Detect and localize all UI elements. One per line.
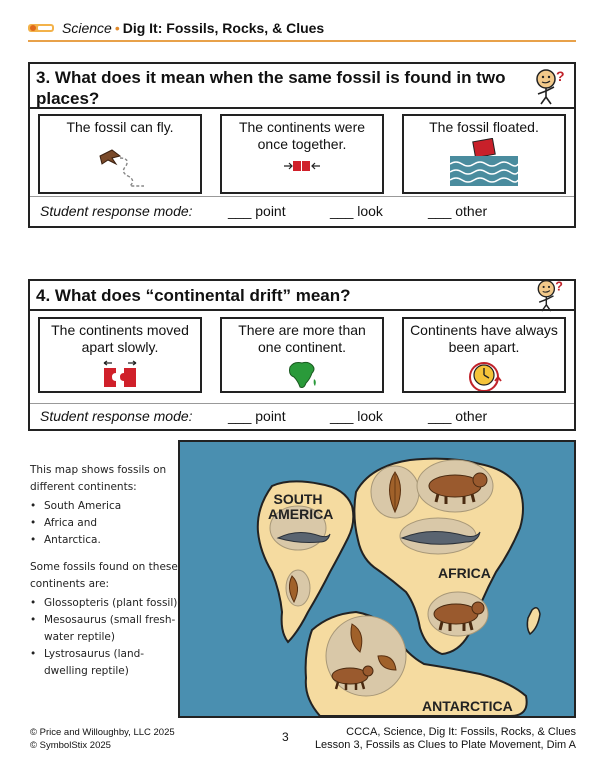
header-separator: • bbox=[114, 20, 120, 36]
response-option-point[interactable]: ___ point bbox=[228, 203, 286, 219]
question-3-header bbox=[30, 64, 574, 109]
answer-card[interactable] bbox=[38, 114, 202, 194]
continent-icon bbox=[284, 359, 320, 391]
header-text bbox=[62, 20, 324, 36]
header-title: Dig It: Fossils, Rocks, & Clues bbox=[122, 20, 325, 36]
notes-intro: This map shows fossils on different continents: bbox=[30, 464, 167, 493]
question-3-answers bbox=[30, 109, 574, 197]
answer-card[interactable] bbox=[402, 317, 566, 393]
list-item: • Glossopteris (plant fossil) bbox=[30, 595, 180, 612]
response-mode-row bbox=[30, 403, 574, 429]
floating-block-icon bbox=[444, 138, 524, 192]
answer-card[interactable] bbox=[402, 114, 566, 194]
svg-text:?: ? bbox=[555, 279, 563, 294]
list-item: • Mesosaurus (small fresh-water reptile) bbox=[30, 612, 180, 646]
question-4-header bbox=[30, 281, 574, 311]
continent-list bbox=[30, 498, 180, 549]
response-option-look[interactable]: ___ look bbox=[330, 203, 383, 219]
thinking-person-icon bbox=[532, 67, 566, 105]
response-mode-label: Student response mode: bbox=[40, 408, 193, 424]
blocks-together-icon bbox=[282, 156, 322, 176]
label-antarctica: ANTARCTICA bbox=[422, 698, 513, 714]
question-4-panel bbox=[28, 279, 576, 431]
fossil-map bbox=[178, 440, 576, 718]
question-3-panel bbox=[28, 62, 576, 228]
response-option-other[interactable]: ___ other bbox=[428, 203, 488, 219]
answer-text: The fossil can fly. bbox=[66, 119, 174, 135]
list-item: • South America bbox=[30, 498, 180, 515]
label-south-america: SOUTH AMERICA bbox=[268, 491, 334, 522]
answer-text: Continents have always been apart. bbox=[410, 322, 558, 355]
fossil-list bbox=[30, 595, 180, 680]
header-subject: Science bbox=[62, 20, 112, 36]
question-3-text: 3. What does it mean when the same fossil is found in two places? bbox=[36, 68, 506, 108]
fossils-intro: Some fossils found on these continents are: bbox=[30, 561, 178, 590]
question-4-answers bbox=[30, 311, 574, 399]
svg-text:?: ? bbox=[556, 68, 565, 84]
clock-always-icon bbox=[465, 357, 503, 391]
continents-illustration bbox=[180, 442, 574, 716]
puzzle-apart-icon bbox=[100, 359, 140, 389]
question-4-text: 4. What does “continental drift” mean? bbox=[36, 286, 351, 305]
answer-text: The continents moved apart slowly. bbox=[51, 322, 189, 355]
footer-course-info bbox=[315, 726, 576, 752]
list-item: • Africa and bbox=[30, 515, 180, 532]
answer-card[interactable] bbox=[38, 317, 202, 393]
header-rule bbox=[28, 40, 576, 42]
copyright-line: © SymbolStix 2025 bbox=[30, 740, 111, 751]
response-mode-label: Student response mode: bbox=[40, 203, 193, 219]
answer-text: The continents were once together. bbox=[238, 119, 366, 152]
page-header bbox=[28, 18, 576, 40]
label-africa: AFRICA bbox=[438, 565, 491, 581]
map-notes bbox=[30, 462, 180, 690]
response-option-point[interactable]: ___ point bbox=[228, 408, 286, 424]
answer-card[interactable] bbox=[220, 317, 384, 393]
lesson-line: Lesson 3, Fossils as Clues to Plate Movement, Dim A bbox=[314, 739, 576, 751]
list-item: • Lystrosaurus (land-dwelling reptile) bbox=[30, 646, 180, 680]
answer-card[interactable] bbox=[220, 114, 384, 194]
copyright-line: © Price and Willoughby, LLC 2025 bbox=[30, 727, 175, 738]
answer-text: There are more than one continent. bbox=[238, 322, 366, 355]
response-mode-row bbox=[30, 196, 574, 226]
footer-copyright bbox=[30, 726, 175, 752]
thinking-person-icon bbox=[532, 278, 566, 312]
response-option-look[interactable]: ___ look bbox=[330, 408, 383, 424]
flying-pterosaur-icon bbox=[90, 142, 150, 190]
list-item: • Antarctica. bbox=[30, 532, 180, 549]
response-option-other[interactable]: ___ other bbox=[428, 408, 488, 424]
page-number: 3 bbox=[282, 730, 289, 744]
publisher-logo-icon bbox=[28, 22, 54, 34]
answer-text: The fossil floated. bbox=[429, 119, 539, 135]
course-line: CCCA, Science, Dig It: Fossils, Rocks, & Clues bbox=[346, 726, 576, 738]
